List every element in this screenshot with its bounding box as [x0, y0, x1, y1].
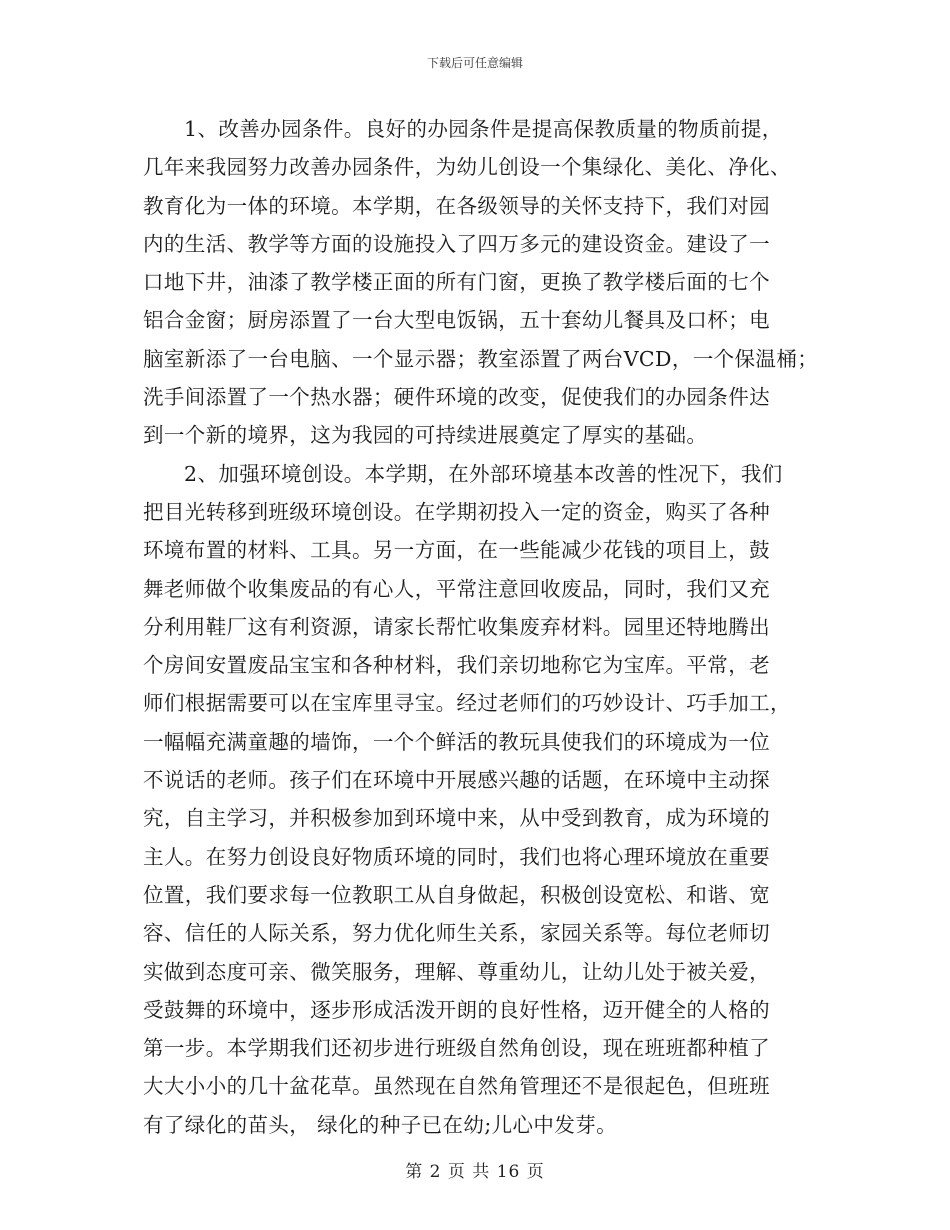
text-line: 到一个新的境界，这为我园的可持续进展奠定了厚实的基础。	[143, 423, 708, 448]
text-line: 容、信任的人际关系，努力优化师生关系，家园关系等。每位老师切	[143, 921, 770, 946]
paragraph-2	[143, 455, 823, 1144]
text-line: 铝合金窗；厨房添置了一台大型电饭锅，五十套幼儿餐具及口杯；电	[143, 308, 770, 333]
text-line: 内的生活、教学等方面的设施投入了四万多元的建设资金。建设了一	[143, 231, 770, 256]
text-line: 舞老师做个收集废品的有心人，平常注意回收废品，同时，我们又充	[143, 576, 770, 601]
text-line: 洗手间添置了一个热水器；硬件环境的改变，促使我们的办园条件达	[143, 385, 770, 410]
text-line: 受鼓舞的环境中，逐步形成活泼开朗的良好性格，迈开健全的人格的	[143, 997, 770, 1022]
text-line: 教育化为一体的环境。本学期，在各级领导的关怀支持下，我们对园	[143, 193, 770, 218]
text-line: 口地下井，油漆了教学楼正面的所有门窗，更换了教学楼后面的七个	[143, 270, 770, 295]
paragraph-1	[143, 110, 823, 455]
text-line: 分利用鞋厂这有利资源，请家长帮忙收集废弃材料。园里还特地腾出	[143, 614, 770, 639]
text-line: 不说话的老师。孩子们在环境中开展感兴趣的话题，在环境中主动探	[143, 768, 770, 793]
text-line: 大大小小的几十盆花草。虽然现在自然角管理还不是很起色，但班班	[143, 1074, 770, 1099]
document-body	[143, 110, 823, 1144]
text-line: 环境布置的材料、工具。另一方面，在一些能减少花钱的项目上，鼓	[143, 538, 770, 563]
text-line: 师们根据需要可以在宝库里寻宝。经过老师们的巧妙设计、巧手加工，	[143, 691, 791, 716]
page-number: 第 2 页 共 16 页	[405, 1162, 545, 1182]
page-header: 下载后可任意编辑	[426, 56, 523, 70]
text-line: 个房间安置废品宝宝和各种材料，我们亲切地称它为宝库。平常，老	[143, 653, 770, 678]
text-line: 实做到态度可亲、微笑服务，理解、尊重幼儿，让幼儿处于被关爱，	[143, 959, 770, 984]
text-line: 1、改善办园条件。良好的办园条件是提高保教质量的物质前提，	[184, 117, 783, 141]
text-line: 脑室新添了一台电脑、一个显示器；教室添置了两台VCD，一个保温桶；	[143, 346, 819, 371]
text-line: 一幅幅充满童趣的墙饰，一个个鲜活的教玩具使我们的环境成为一位	[143, 729, 770, 754]
text-line: 位置，我们要求每一位教职工从自身做起，积极创设宽松、和谐、宽	[143, 882, 770, 907]
text-line: 把目光转移到班级环境创设。在学期初投入一定的资金，购买了各种	[143, 499, 770, 524]
text-line: 2、加强环境创设。本学期，在外部环境基本改善的性况下，我们	[184, 461, 783, 486]
text-line: 第一步。本学期我们还初步进行班级自然角创设，现在班班都种植了	[143, 1036, 770, 1061]
text-line: 主人。在努力创设良好物质环境的同时，我们也将心理环境放在重要	[143, 844, 770, 869]
text-line: 有了绿化的苗头， 绿化的种子已在幼;儿心中发芽。	[143, 1112, 618, 1137]
text-line: 几年来我园努力改善办园条件，为幼儿创设一个集绿化、美化、净化、	[143, 155, 791, 180]
text-line: 究，自主学习，并积极参加到环境中来，从中受到教育，成为环境的	[143, 806, 770, 831]
